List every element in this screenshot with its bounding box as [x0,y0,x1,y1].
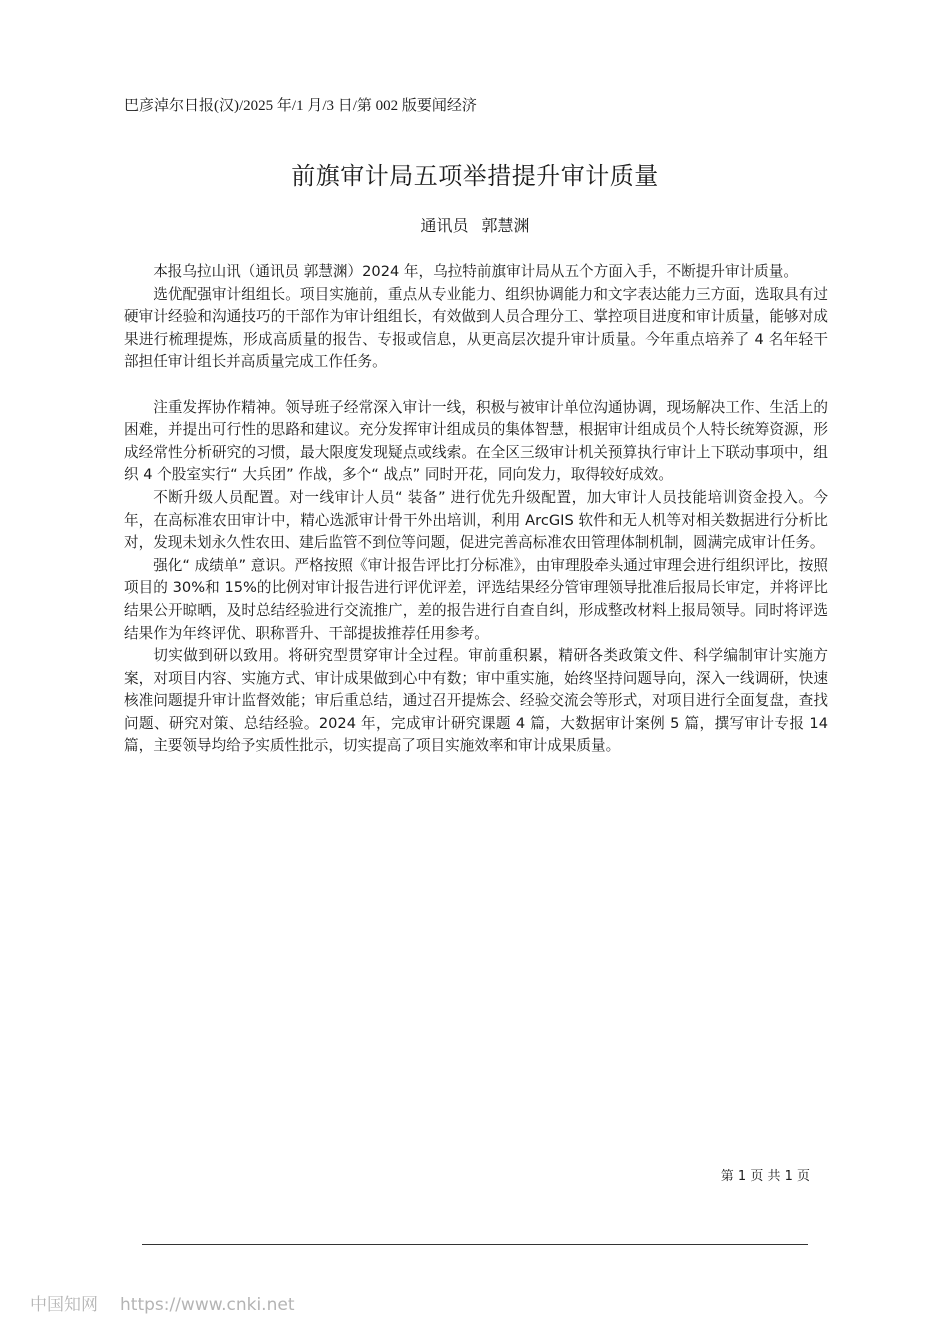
article-body [124,261,828,758]
watermark-url: https://www.cnki.net [120,1295,295,1315]
source-line: 巴彦淖尔日报(汉)/2025 年/1 月/3 日/第 002 版要闻经济 [124,98,477,114]
paragraph-lead: 本报乌拉山讯（通讯员 郭慧渊）2024 年，乌拉特前旗审计局从五个方面入手，不断提升审计质量。 [153,263,798,280]
footer-divider [142,1244,808,1245]
article-title: 前旗审计局五项举措提升审计质量 [291,162,659,190]
cnki-watermark [30,1293,294,1317]
paragraph-1: 选优配强审计组组长。项目实施前，重点从专业能力、组织协调能力和文字表达能力三方面，选取具有过硬审计经验和沟通技巧的干部作为审计组组长，有效做到人员合理分工、掌控项目进度和审计质量，能够对成果进行梳理提炼，形成高质量的报告、专报或信息，从更高层次提升审计质量。今年重点培养了 4 名年轻干部担任审计组长并高质量完成工作任务。 [124,285,828,371]
page-number: 第 1 页 共 1 页 [720,1169,810,1184]
byline-author: 郭慧渊 [481,216,530,235]
paragraph-4: 强化“ 成绩单” 意识。严格按照《审计报告评比打分标准》，由审理股牵头通过审理会进行组织评比，按照项目的 30%和 15%的比例对审计报告进行评优评差，评选结果经分管审理领导批准后报局长审定，并将评比结果公开晾晒，及时总结经验进行交流推广，差的报告进行自查自纠，形成整改材料上报局领导。同时将评选结果作为年终评优、职称晋升、干部提拔推荐任用参考。 [124,556,828,642]
byline [0,214,950,238]
watermark-brand: 中国知网 [30,1295,98,1315]
byline-role: 通讯员 [420,216,469,235]
paragraph-2: 注重发挥协作精神。领导班子经常深入审计一线，积极与被审计单位沟通协调，现场解决工作、生活上的困难，并提出可行性的思路和建议。充分发挥审计组成员的集体智慧，根据审计组成员个人特长统筹资源，形成经常性分析研究的习惯，最大限度发现疑点或线索。在全区三级审计机关预算执行审计上下联动事项中，组织 4 个股室实行“ 大兵团” 作战，多个“ 战点” 同时开花，同向发力，取得较好成效。 [124,398,828,484]
paragraph-3: 不断升级人员配置。对一线审计人员“ 装备” 进行优先升级配置，加大审计人员技能培训资金投入。今年，在高标准农田审计中，精心选派审计骨干外出培训，利用 ArcGIS 软件和无人机等对相关数据进行分析比对，发现未划永久性农田、建后监管不到位等问题，促进完善高标准农田管理体制机制，圆满完成审计任务。 [124,488,828,552]
paragraph-5: 切实做到研以致用。将研究型贯穿审计全过程。审前重积累，精研各类政策文件、科学编制审计实施方案，对项目内容、实施方式、审计成果做到心中有数；审中重实施，始终坚持问题导向，深入一线调研，快速核准问题提升审计监督效能；审后重总结，通过召开提炼会、经验交流会等形式，对项目进行全面复盘，查找问题、研究对策、总结经验。2024 年，完成审计研究课题 4 篇，大数据审计案例 5 篇，撰写审计专报 14 篇，主要领导均给予实质性批示，切实提高了项目实施效率和审计成果质量。 [124,647,828,755]
